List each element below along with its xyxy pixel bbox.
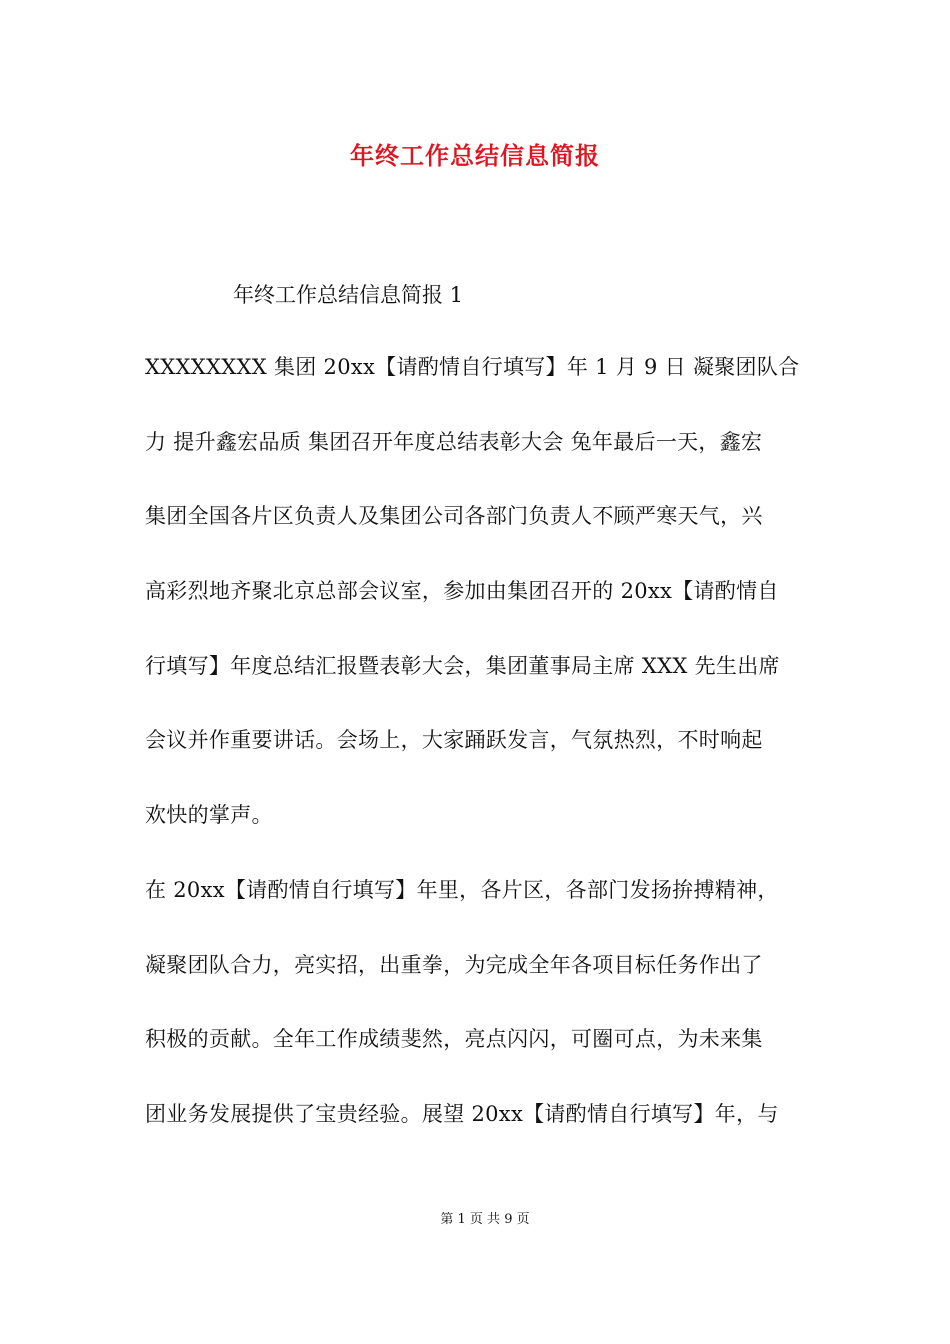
page-footer: 第 1 页 共 9 页 (440, 1212, 530, 1227)
document-body (145, 330, 815, 1152)
text-line: 高彩烈地齐聚北京总部会议室，参加由集团召开的 20xx【请酌情自 (145, 579, 779, 604)
text-line: 集团全国各片区负责人及集团公司各部门负责人不顾严寒天气，兴 (145, 504, 763, 529)
text-line: 凝聚团队合力，亮实招，出重拳，为完成全年各项目标任务作出了 (145, 952, 763, 977)
text-line: 行填写】年度总结汇报暨表彰大会，集团董事局主席 XXX 先生出席 (145, 653, 780, 678)
text-line: 团业务发展提供了宝贵经验。展望 20xx【请酌情自行填写】年，与 (145, 1101, 779, 1126)
text-line: 会议并作重要讲话。会场上，大家踊跃发言，气氛热烈，不时响起 (145, 728, 763, 753)
text-line: 积极的贡献。全年工作成绩斐然，亮点闪闪，可圈可点，为未来集 (145, 1027, 763, 1052)
document-title: 年终工作总结信息简报 (350, 141, 600, 170)
text-line: 欢快的掌声。 (145, 803, 273, 828)
text-line: 力 提升鑫宏品质 集团召开年度总结表彰大会 兔年最后一天，鑫宏 (145, 429, 763, 454)
text-line: XXXXXXXX 集团 20xx【请酌情自行填写】年 1 月 9 日 凝聚团队合 (145, 355, 800, 379)
section-heading: 年终工作总结信息简报 1 (233, 283, 464, 307)
text-line: 在 20xx【请酌情自行填写】年里，各片区，各部门发扬拚搏精神， (145, 877, 779, 902)
